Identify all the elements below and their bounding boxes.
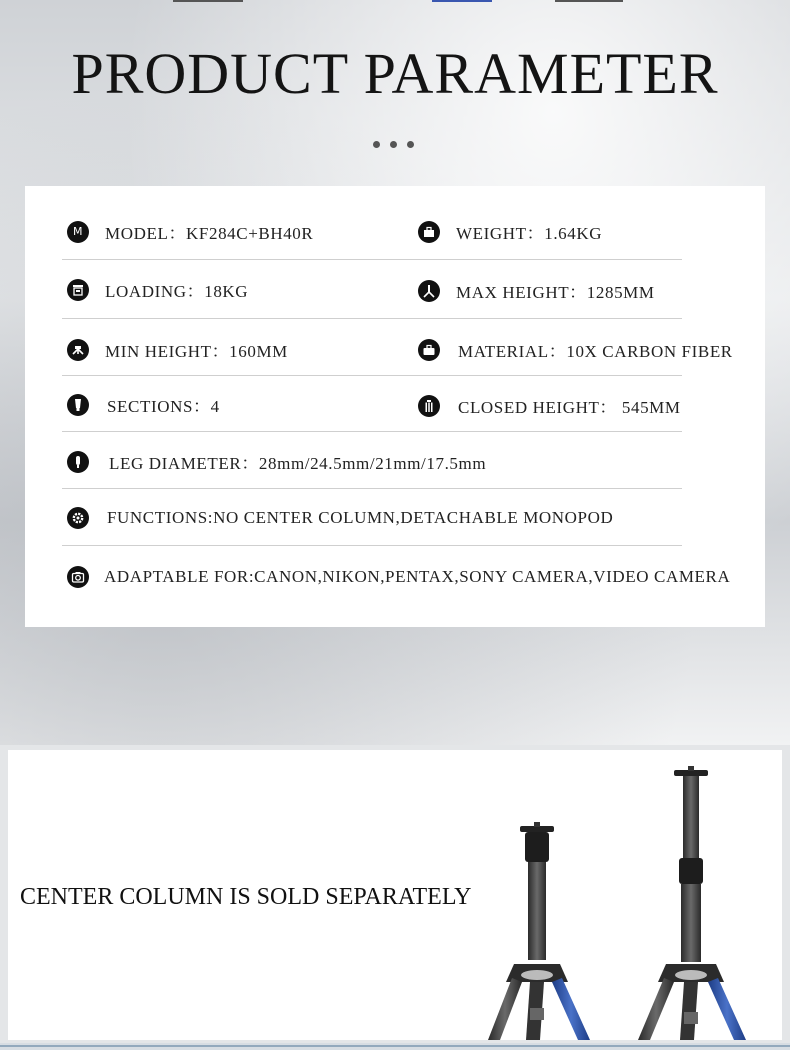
spec-weight [418, 219, 602, 244]
product-image-panel [8, 750, 782, 1040]
spec-card [25, 186, 765, 627]
leg-diameter-icon [67, 451, 89, 473]
model-icon: M [67, 221, 89, 243]
footer-divider [0, 1043, 790, 1050]
spec-functions-text: FUNCTIONS:NO CENTER COLUMN,DETACHABLE MONOPOD [107, 508, 614, 527]
spec-leg-diameter-text: LEG DIAMETER：28mm/24.5mm/21mm/17.5mm [109, 454, 487, 473]
weight-icon [418, 221, 440, 243]
spec-max-height-text: MAX HEIGHT：1285MM [456, 283, 655, 302]
spec-material [418, 337, 733, 362]
gear-icon [67, 507, 89, 529]
folded-tripod-icon [418, 395, 440, 417]
divider [62, 488, 682, 489]
leg-section-icon [67, 394, 89, 416]
spec-adaptable [67, 566, 730, 588]
spec-material-text: MATERIAL：10X CARBON FIBER [458, 342, 733, 361]
center-column-note: CENTER COLUMN IS SOLD SEPARATELY [20, 884, 472, 910]
spec-sections [67, 392, 220, 417]
divider [62, 318, 682, 319]
spec-weight-text: WEIGHT：1.64KG [456, 224, 603, 243]
tripod-icon [418, 280, 440, 302]
spec-adaptable-text: ADAPTABLE FOR:CANON,NIKON,PENTAX,SONY CAMERA,VIDEO CAMERA [104, 567, 731, 586]
tripod-short-image [478, 750, 618, 1040]
spec-min-height-text: MIN HEIGHT：160MM [105, 342, 288, 361]
spec-min-height [67, 337, 288, 362]
divider [62, 259, 682, 260]
low-tripod-icon [67, 339, 89, 361]
spec-model [67, 219, 313, 244]
spec-closed-height-text: CLOSED HEIGHT： 545MM [458, 398, 681, 417]
divider [62, 431, 682, 432]
spec-leg-diameter [67, 449, 486, 474]
spec-loading-text: LOADING：18KG [105, 282, 249, 301]
spec-sections-text: SECTIONS：4 [107, 397, 220, 416]
tripod-tall-image [628, 750, 758, 1040]
spec-max-height [418, 278, 655, 303]
case-icon [418, 339, 440, 361]
divider [62, 545, 682, 546]
spec-functions [67, 507, 613, 529]
page-title: PRODUCT PARAMETER [71, 41, 719, 106]
camera-icon [67, 566, 89, 588]
spec-model-text: MODEL：KF284C+BH40R [105, 224, 314, 243]
scale-icon [67, 279, 89, 301]
spec-loading [67, 277, 248, 302]
divider [62, 375, 682, 376]
title-dots-divider [373, 135, 424, 153]
spec-closed-height [418, 393, 681, 418]
